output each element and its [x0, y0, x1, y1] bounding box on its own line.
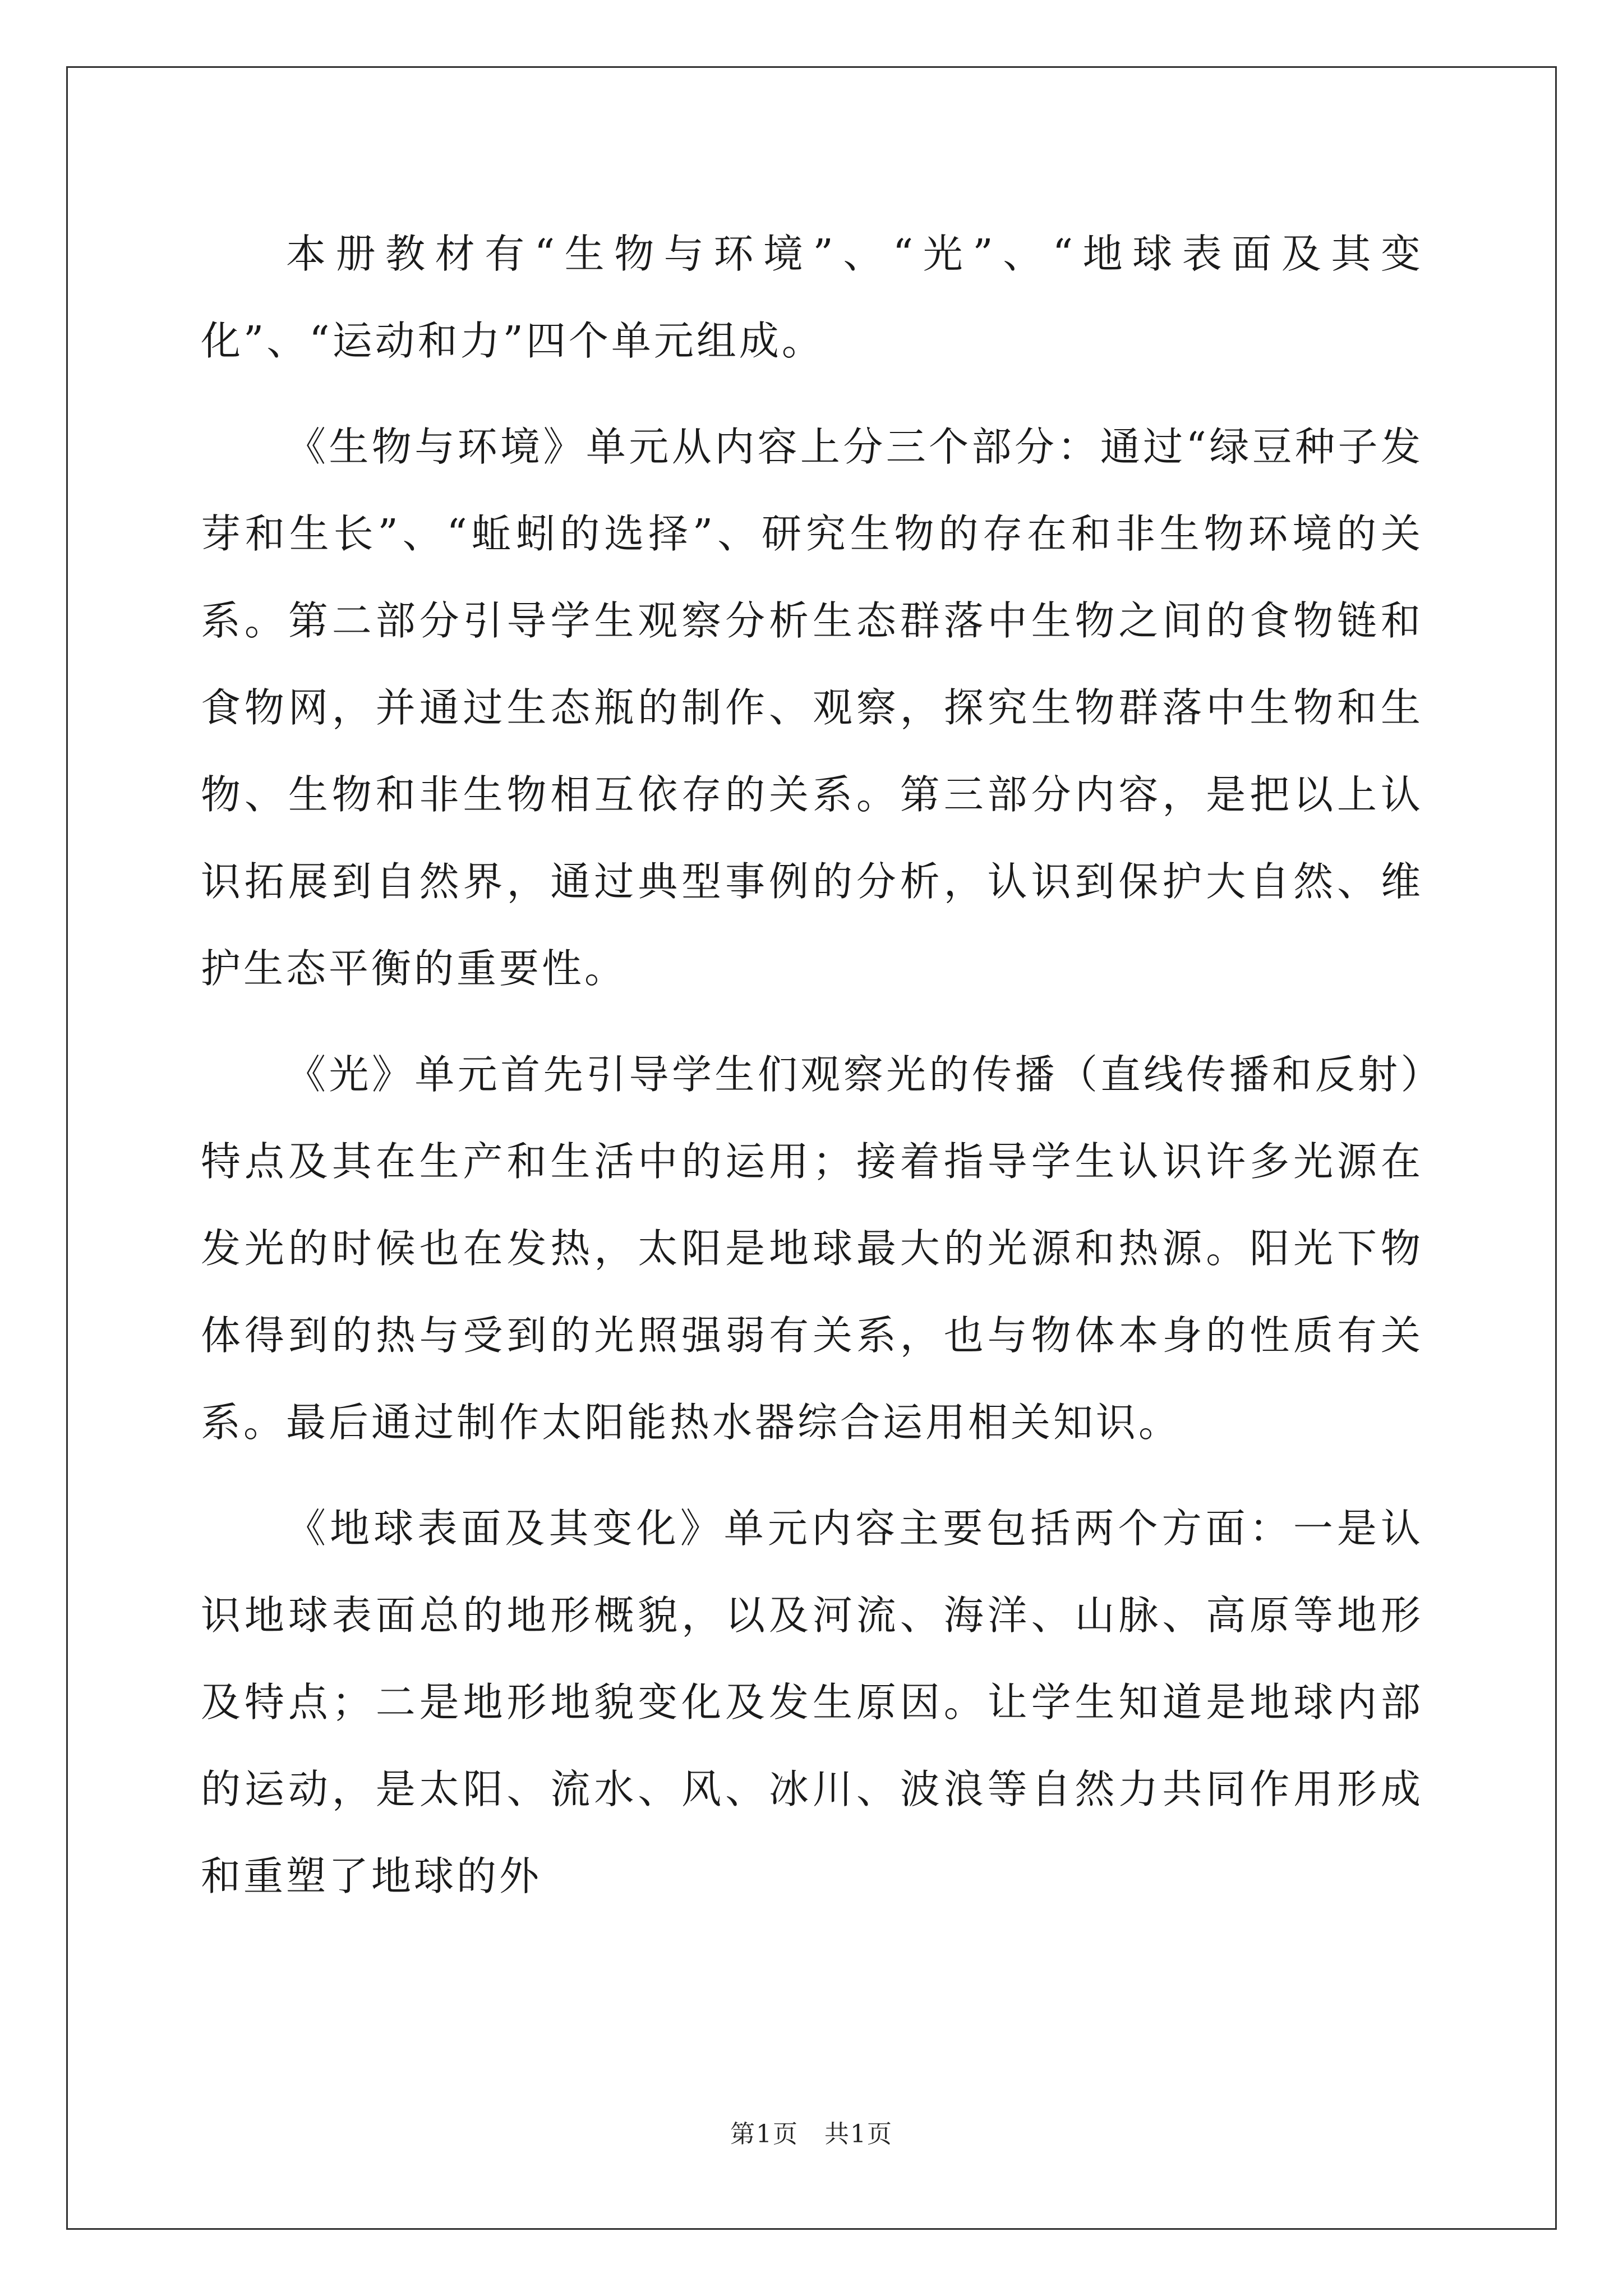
paragraph-intro: 本册教材有“生物与环境”、“光”、“地球表面及其变化”、“运动和力”四个单元组成。 [201, 231, 1423, 364]
paragraph-biology-environment: 《生物与环境》单元从内容上分三个部分：通过“绿豆种子发芽和生长”、“蚯蚓的选择”、研究生物的存在和非生物环境的关系。第二部分引导学生观察分析生态群落中生物之间的食物链和食物网，并通过生态瓶的制作、观察，探究生物群落中生物和生物、生物和非生物相互依存的关系。第三部分内容，是把以上认识拓展到自然界，通过典型事例的分析，认识到保护大自然、维护生态平衡的重要性。 [201, 424, 1423, 992]
page-footer: 第1页 共1页 [730, 2120, 893, 2148]
document-body [201, 210, 1423, 1920]
paragraph-light: 《光》单元首先引导学生们观察光的传播（直线传播和反射）特点及其在生产和生活中的运用；接着指导学生认识许多光源在发光的时候也在发热，太阳是地球最大的光源和热源。阳光下物体得到的热与受到的光照强弱有关系，也与物体本身的性质有关系。最后通过制作太阳能热水器综合运用相关知识。 [201, 1051, 1423, 1446]
paragraph-earth-surface: 《地球表面及其变化》单元内容主要包括两个方面：一是认识地球表面总的地形概貌，以及河流、海洋、山脉、高原等地形及特点；二是地形地貌变化及发生原因。让学生知道是地球内部的运动，是太阳、流水、风、冰川、波浪等自然力共同作用形成和重塑了地球的外 [201, 1505, 1423, 1899]
